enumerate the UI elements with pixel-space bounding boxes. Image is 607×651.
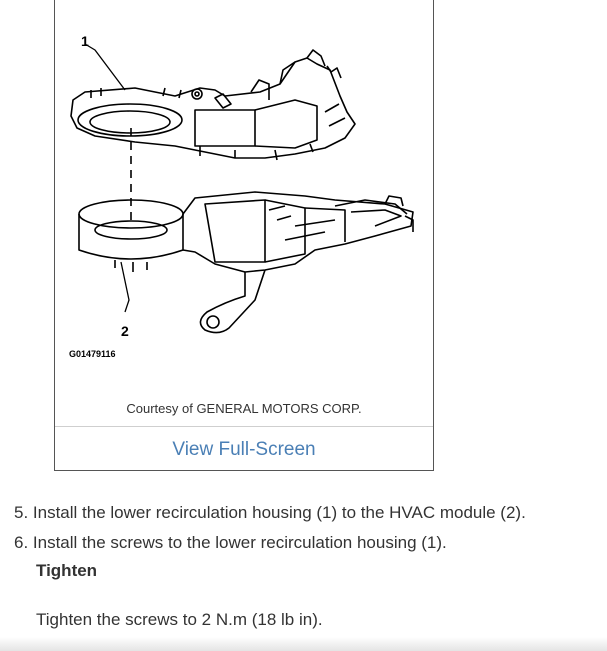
tighten-text: Tighten the screws to 2 N.m (18 lb in). <box>36 610 323 629</box>
step-6: 6. Install the screws to the lower recirculation housing (1). <box>14 533 447 552</box>
divider <box>55 426 433 427</box>
upper-recirculation-housing <box>71 50 355 160</box>
tighten-heading: Tighten <box>36 561 98 580</box>
hvac-module <box>79 192 413 333</box>
bottom-fade <box>0 637 607 651</box>
callout-1: 1 <box>81 33 89 49</box>
instruction-steps <box>14 498 604 558</box>
image-code: G01479116 <box>69 349 116 359</box>
view-fullscreen-link[interactable]: View Full-Screen <box>172 439 316 460</box>
figure-card <box>54 0 434 471</box>
courtesy-caption: Courtesy of GENERAL MOTORS CORP. <box>126 401 362 416</box>
step-5: 5. Install the lower recirculation housing (1) to the HVAC module (2). <box>14 503 526 522</box>
hvac-diagram <box>55 0 433 390</box>
callout-2: 2 <box>121 323 129 339</box>
